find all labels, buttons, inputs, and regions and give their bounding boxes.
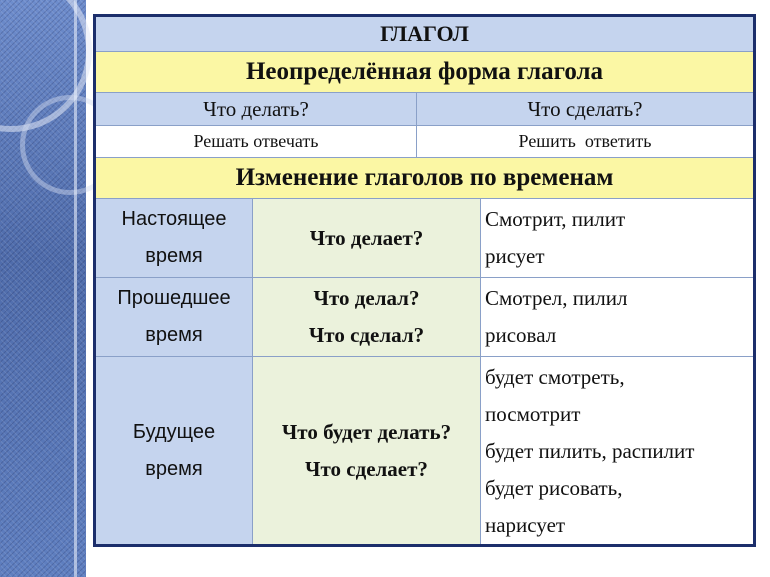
tense-name (95, 278, 253, 357)
question-imperfective: Что делать? (95, 93, 417, 126)
example-imperfective: Решать отвечать (95, 126, 417, 158)
table-row (95, 357, 755, 546)
tense-examples (481, 278, 755, 357)
tense-question-line: Что сделает? (305, 456, 428, 481)
table-row (95, 278, 755, 357)
tense-example-line: будет пилить, распилит (485, 439, 695, 463)
tense-name (95, 357, 253, 546)
verb-table (93, 14, 756, 547)
tense-question-line: Что будет делать? (281, 419, 452, 444)
tense-example-line: будет смотреть, (485, 365, 625, 389)
tense-name-line: Прошедшее (117, 287, 231, 309)
tense-question (253, 278, 481, 357)
tense-example-line: Смотрит, пилит (485, 207, 626, 231)
infinitive-heading: Неопределённая форма глагола (95, 52, 755, 93)
tenses-heading: Изменение глаголов по временам (95, 158, 755, 199)
tense-example-line: Смотрел, пилил (485, 286, 628, 310)
question-perfective: Что сделать? (417, 93, 755, 126)
table-row (95, 199, 755, 278)
tense-name-line: время (145, 457, 203, 480)
decorative-line (74, 0, 77, 577)
tense-example-line: будет рисовать, (485, 476, 623, 500)
tense-question (253, 199, 481, 278)
tense-examples (481, 357, 755, 546)
tense-name (95, 199, 253, 278)
tense-example-line: посмотрит (485, 402, 581, 426)
tense-example-line: рисовал (485, 323, 557, 347)
tense-examples (481, 199, 755, 278)
tense-name-line: Настоящее (121, 208, 227, 230)
table-title: ГЛАГОЛ (95, 16, 755, 52)
tense-question-line: Что сделал? (308, 323, 425, 347)
example-perfective: Решить ответить (417, 126, 755, 158)
tense-name-line: время (145, 245, 203, 267)
tense-question-line: Что делал? (313, 286, 420, 310)
tense-question (253, 357, 481, 546)
tense-example-line: рисует (485, 244, 545, 268)
tense-question-line: Что делает? (309, 225, 424, 250)
tense-name-line: Будущее (132, 420, 216, 443)
tense-example-line: нарисует (485, 513, 566, 537)
tense-name-line: время (145, 324, 203, 346)
